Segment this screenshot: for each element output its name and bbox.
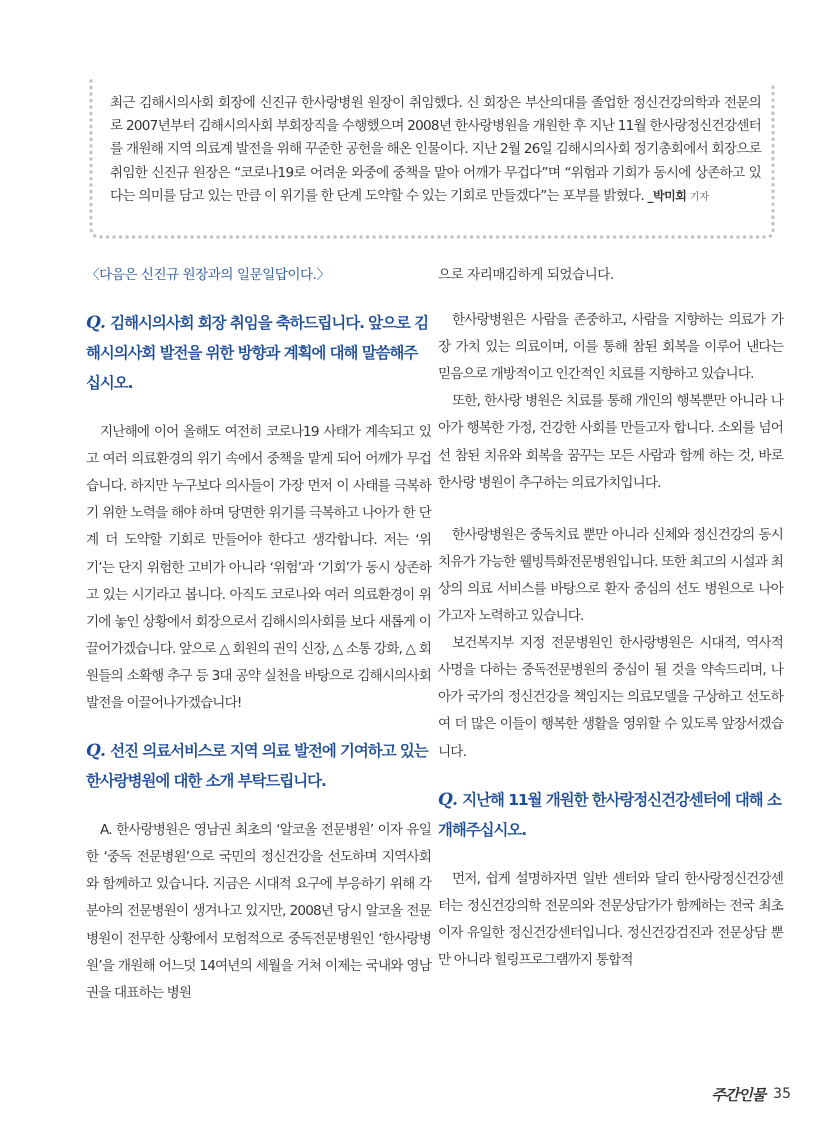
answer-2-paragraph-2: 또한, 한사랑 병원은 치료를 통해 개인의 행복뿐만 아니라 나아가 행복한 가정, 건강한 사회를 만들고자 합니다. 소외를 넘어선 참된 치유와 회복을 꿈꾸는 모든 사람과 함께 하는 것, 바로 한사랑 병원이 추구하는 의료가치입니다. <box>438 393 783 491</box>
continued-line: 으로 자리매김하게 되었습니다. <box>438 267 614 283</box>
answer-2-paragraph-1: 한사랑병원은 사람을 존중하고, 사람을 지향하는 의료가 가장 가치 있는 의료이며, 이를 통해 참된 회복을 이루어 낸다는 믿음으로 개방적이고 인간적인 치료를 지향하고 있습니다. <box>438 312 783 383</box>
right-column <box>438 262 783 974</box>
answer-2-paragraph-4: 보건복지부 지정 전문병원인 한사랑병원은 시대적, 역사적 사명을 다하는 중독전문병원의 중심이 될 것을 약속드리며, 나아가 국가의 정신건강을 책임지는 의료모델을 구상하고 선도하여 더 많은 이들이 행복한 생활을 영위할 수 있도록 앞장서겠습니다. <box>438 635 783 760</box>
q-mark: Q. <box>86 741 106 762</box>
left-column <box>86 262 431 1007</box>
answer-3: 먼저, 쉽게 설명하자면 일반 센터와 달리 한사랑정신건강센터는 정신건강의학 전문의와 전문상담가가 함께하는 전국 최초이자 유일한 정신건강센터입니다. 정신건강검진과 전문상담 뿐만 아니라 힐링프로그램까지 통합적 <box>438 870 783 968</box>
magazine-logo: 주간인물 <box>711 1085 766 1104</box>
answer-2: A. 한사랑병원은 영남권 최초의 ‘알코올 전문병원’ 이자 유일한 ‘중독 전문병원’으로 국민의 정신건강을 선도하며 지역사회와 함께하고 있습니다. 지금은 시대적 요구에 부응하기 위해 각 분야의 전문병원이 생겨나고 있지만, 2008년 당시 알코올 전문병원이 전무한 상황에서 모험적으로 중독전문병원인 ‘한사랑병원’을 개원해 어느덧 14여년의 세월을 거쳐 이제는 국내와 영남권을 대표하는 병원 <box>86 822 431 1001</box>
question-2-text: 선진 의료서비스로 지역 의료 발전에 기여하고 있는 한사랑병원에 대한 소개 부탁드립니다. <box>86 742 428 791</box>
question-3 <box>438 785 783 845</box>
intro-body: 최근 김해시의사회 회장에 신진규 한사랑병원 원장이 취임했다. 신 회장은 부산의대를 졸업한 정신건강의학과 전문의로 2007년부터 김해시의사회 부회장직을 수행했으며 2008년 한사랑병원을 개원한 후 지난 11월 한사랑정신건강센터를 개원해 지역 의료계 발전을 위해 꾸준한 공헌을 해온 인물이다. 지난 2월 26일 김해시의사회 정기총회에서 회장으로 취임한 신진규 원장은 “코로나19로 어려운 와중에 중책을 맡아 어깨가 무겁다”며 “위험과 기회가 동시에 상존하고 있다는 의미를 담고 있는 만큼 이 위기를 한 단계 도약할 수 있는 기회로 만들겠다”는 포부를 밝혔다. <box>110 95 761 204</box>
page-footer <box>711 1082 791 1106</box>
answer-1: 지난해에 이어 올해도 여전히 코로나19 사태가 계속되고 있고 여러 의료환경의 위기 속에서 중책을 맡게 되어 어깨가 무겁습니다. 하지만 누구보다 의사들이 가장 먼저 이 사태를 극복하기 위한 노력을 해야 하며 당면한 위기를 극복하고 나아가 한 단계 더 도약할 기회로 만들어야 한다고 생각합니다. 저는 ‘위기’는 단지 위험한 고비가 아니라 ‘위험’과 ‘기회’가 동시 상존하고 있는 시기라고 봅니다. 아직도 코로나와 여러 의료환경이 위기에 놓인 상황에서 회장으로서 김해시의사회를 보다 새롭게 이끌어가겠습니다. 앞으로 △ 회원의 권익 신장, △ 소통 강화, △ 회원들의 소확행 추구 등 3대 공약 실천을 바탕으로 김해시의사회 발전을 이끌어나가겠습니다! <box>86 424 431 712</box>
paragraph-gap <box>438 497 783 522</box>
question-3-text: 지난해 11월 개원한 한사랑정신건강센터에 대해 소개해주십시오. <box>438 790 781 839</box>
answer-2-paragraph-3: 한사랑병원은 중독치료 뿐만 아니라 신체와 정신건강의 동시 치유가 가능한 웰빙특화전문병원입니다. 또한 최고의 시설과 최상의 의료 서비스를 바탕으로 환자 중심의 선도 병원으로 나아가고자 노력하고 있습니다. <box>438 526 783 625</box>
byline: _박미회 <box>647 188 687 203</box>
q-mark: Q. <box>438 789 458 810</box>
question-1-text: 김해시의사회 회장 취임을 축하드립니다. 앞으로 김해시의사회 발전을 위한 방향과 계획에 대해 말씀해주십시오. <box>86 314 429 393</box>
paragraph-gap <box>438 289 783 307</box>
intro-text <box>110 92 761 209</box>
byline-role: 기자 <box>689 191 710 203</box>
question-2 <box>86 736 431 796</box>
question-1 <box>86 308 431 398</box>
intro-box <box>88 78 776 240</box>
page-number: 35 <box>773 1086 791 1102</box>
interview-lead: 〈다음은 신진규 원장과의 일문일답이다.〉 <box>86 267 330 283</box>
q-mark: Q. <box>86 313 106 334</box>
